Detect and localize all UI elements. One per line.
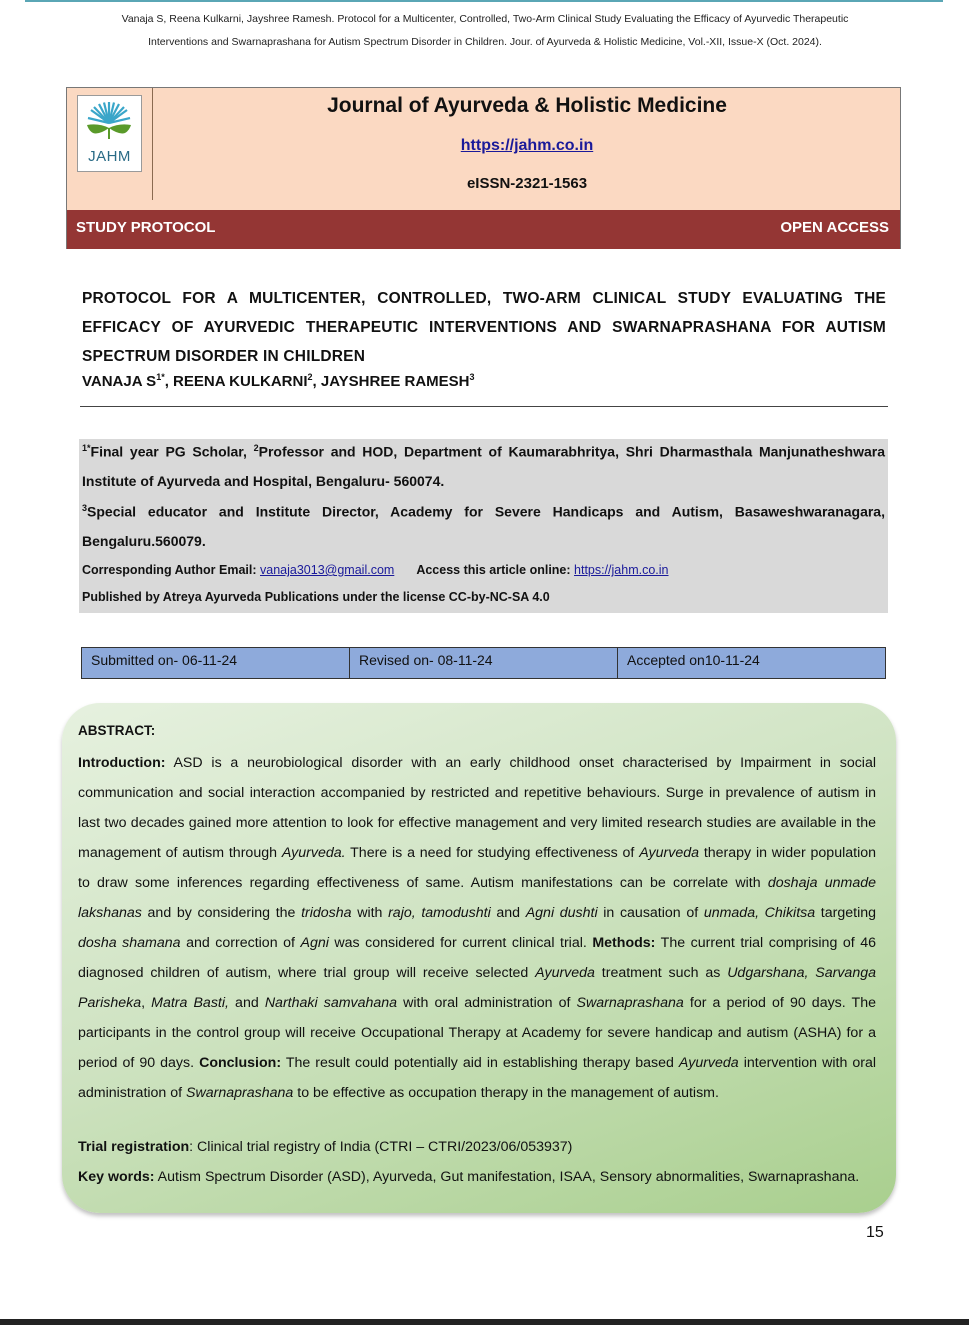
article-type-label: STUDY PROTOCOL (76, 219, 216, 236)
abstract-italic-term: Agni (300, 935, 329, 951)
abstract-text: with (351, 905, 389, 921)
affiliation-1-line-2: Institute of Ayurveda and Hospital, Bengaluru- 560074. (82, 473, 445, 489)
correspondence-line (82, 563, 885, 577)
author-list (82, 372, 475, 390)
abstract-text: therapy in wider population to draw some inferences regarding effectiveness of same. Autism manifestations can be correlate with (78, 845, 876, 891)
title-divider (80, 406, 888, 407)
affiliation-text: Professor and HOD, Department of Kaumarabhritya, Shri Dharmasthala Manjunatheshwara (258, 443, 885, 460)
abstract-body (78, 748, 876, 1108)
affiliation-mark: 3 (82, 503, 88, 513)
journal-header (66, 87, 901, 249)
submitted-date: Submitted on- 06-11-24 (82, 648, 350, 678)
page-number: 15 (866, 1224, 884, 1241)
abstract-italic-term: tridosha (301, 905, 352, 921)
abstract-text: was considered for current clinical trial. (328, 935, 593, 951)
author-email-link[interactable]: vanaja3013@gmail.com (260, 563, 395, 577)
open-access-label: OPEN ACCESS (780, 219, 889, 236)
sunburst-leaf-icon (85, 99, 133, 147)
journal-issn: eISSN-2321-1563 (466, 175, 588, 192)
abstract-italic-term: Ayurveda (639, 845, 699, 861)
abstract-text: The current trial comprising of 46 diagnosed children of autism, where trial group will receive selected (78, 935, 877, 981)
abstract-text: targeting (815, 905, 876, 921)
trial-registration (78, 1139, 572, 1155)
abstract-text: treatment such as (594, 965, 728, 981)
abstract-text: and correction of (180, 935, 301, 951)
logo-cell (67, 88, 153, 200)
abstract-italic-term: Udgarshana, Sarvanga Parisheka (78, 965, 876, 1011)
author-name: JAYSHREE RAMESH (320, 373, 470, 390)
access-url-link[interactable]: https://jahm.co.in (574, 563, 669, 577)
citation-line-1: Vanaja S, Reena Kulkarni, Jayshree Ramesh. Protocol for a Multicenter, Controlled, Two-Arm Clinical Study Evaluating the Efficacy of Ayurvedic Therapeutic (121, 13, 849, 25)
abstract-text: for a period of 90 days. The participants in the control group will receive Occupational Therapy at Academy for severe handicap and autism (ASHA) for a period of 90 days. (78, 995, 876, 1071)
keywords-text: Autism Spectrum Disorder (ASD), Ayurveda, Gut manifestation, ISAA, Sensory abnormalities, Swarnaprashana. (154, 1169, 860, 1185)
author-affiliation-mark: 2 (307, 372, 313, 382)
trial-registration-label: Trial registration (78, 1139, 190, 1155)
abstract-text: to be effective as occupation therapy in the management of autism. (293, 1085, 719, 1101)
abstract-text: and (490, 905, 526, 921)
author-separator: , (312, 373, 321, 390)
conclusion-label: Conclusion: (199, 1055, 282, 1071)
abstract-text: ASD is a neurobiological disorder with an early childhood onset characterised by Impairment in social communication and social interaction accompanied by restricted and repetitive behaviours. Surge in prevalence of autism in last two decades gained more attention to look for effective management and very limited research studies are available in the management of autism through (78, 755, 876, 861)
abstract-italic-term: Matra Basti, (151, 995, 229, 1011)
abstract-text: and by considering the (141, 905, 302, 921)
abstract-text: There is a need for studying effectiveness of (345, 845, 640, 861)
affiliation-mark: 2 (253, 443, 259, 453)
trial-registration-text: : Clinical trial registry of India (CTRI – CTRI/2023/06/053937) (189, 1139, 573, 1155)
author-separator: , (164, 373, 174, 390)
accepted-date: Accepted on10-11-24 (627, 652, 760, 668)
citation-line-2: Interventions and Swarnaprashana for Autism Spectrum Disorder in Children. Jour. of Ayurveda & Holistic Medicine, Vol.-XII, Issue-X (Oct. 2024). (148, 36, 822, 48)
access-label: Access this article online: (416, 563, 575, 577)
running-citation (60, 8, 910, 54)
author-name: REENA KULKARNI (173, 373, 308, 390)
article-title: PROTOCOL FOR A MULTICENTER, CONTROLLED, TWO-ARM CLINICAL STUDY EVALUATING THE EFFICACY OF AYURVEDIC THERAPEUTIC INTERVENTIONS AND SWARNAPRASHANA FOR AUTISM SPECTRUM DISORDER IN CHILDREN (82, 290, 886, 365)
abstract-text: and (228, 995, 265, 1011)
abstract-italic-term: unmada, Chikitsa (703, 905, 816, 921)
abstract-italic-term: dosha shamana (78, 935, 181, 951)
keywords (78, 1169, 878, 1185)
abstract-text: , (141, 995, 152, 1011)
journal-url-link[interactable]: https://jahm.co.in (460, 137, 594, 154)
abstract-italic-term: Ayurveda (678, 1055, 739, 1071)
revised-date: Revised on- 08-11-24 (350, 648, 618, 678)
license-line: Published by Atreya Ayurveda Publications under the license CC-by-NC-SA 4.0 (82, 590, 550, 604)
top-rule (25, 0, 943, 2)
introduction-label: Introduction: (78, 755, 166, 771)
abstract-text: The result could potentially aid in establishing therapy based (281, 1055, 679, 1071)
affiliation-text: Special educator and Institute Director, Academy for Severe Handicaps and Autism, Basaweshwaranagara, (87, 503, 885, 520)
abstract-italic-term: Ayurveda (535, 965, 595, 981)
keywords-label: Key words: (78, 1169, 155, 1185)
affiliations-box (79, 439, 888, 613)
journal-title: Journal of Ayurveda & Holistic Medicine (327, 94, 727, 117)
affiliation-3-line-2: Bengaluru.560079. (82, 533, 206, 549)
affiliation-text: Final year PG Scholar, (90, 443, 254, 460)
abstract-italic-term: doshaja unmade lakshanas (78, 875, 876, 921)
abstract-italic-term: Swarnaprashana (576, 995, 684, 1011)
author-affiliation-mark: 3 (469, 372, 475, 382)
email-label: Corresponding Author Email: (82, 563, 261, 577)
affiliation-mark: 1* (82, 443, 91, 453)
article-type-bar (67, 210, 900, 249)
abstract-italic-term: Swarnaprashana (186, 1085, 294, 1101)
methods-label: Methods: (592, 935, 656, 951)
abstract-heading: ABSTRACT: (78, 723, 156, 738)
abstract-text: in causation of (597, 905, 704, 921)
abstract-italic-term: Ayurveda. (281, 845, 346, 861)
abstract-text: with oral administration of (397, 995, 577, 1011)
affiliation-1-line-1 (82, 443, 885, 460)
author-affiliation-mark: 1* (156, 372, 165, 382)
dates-table (81, 647, 886, 679)
bottom-bar (0, 1319, 969, 1325)
abstract-box (62, 703, 896, 1213)
affiliation-3-line-1 (82, 503, 885, 520)
author-name: VANAJA S (82, 373, 157, 390)
abstract-italic-term: Agni dushti (525, 905, 598, 921)
logo-text: JAHM (88, 148, 131, 165)
abstract-text: intervention with oral administration of (78, 1055, 877, 1101)
abstract-italic-term: rajo, tamodushti (388, 905, 491, 921)
abstract-italic-term: Narthaki samvahana (264, 995, 398, 1011)
journal-logo (77, 95, 142, 172)
